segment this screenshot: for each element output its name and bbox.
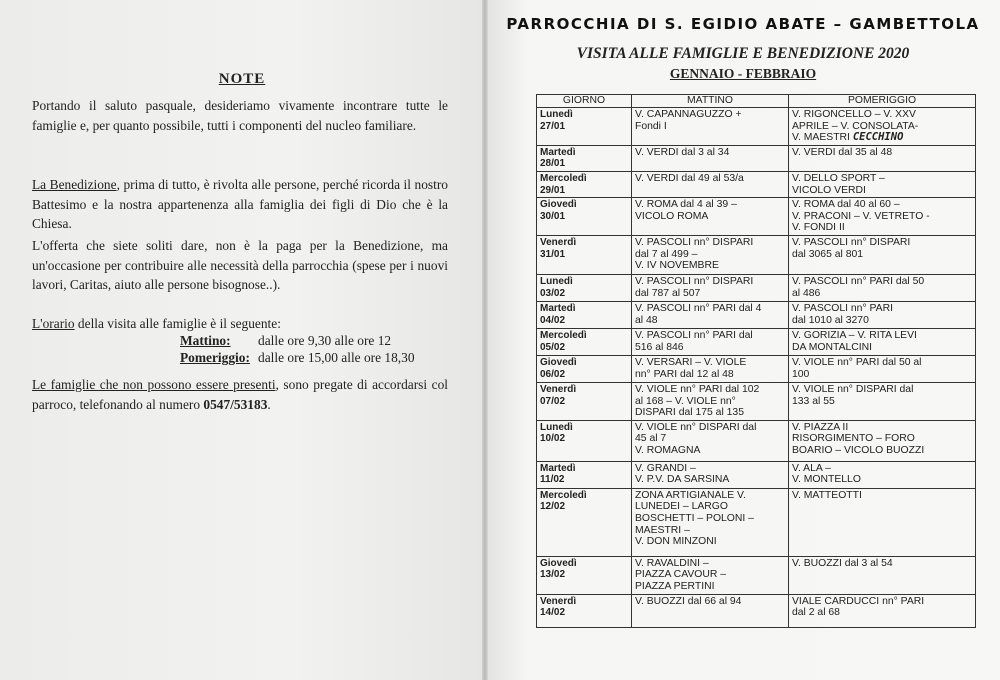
morning-cell: V. PASCOLI nn° PARI dal 4 al 48 [632, 301, 789, 328]
table-row [537, 420, 976, 461]
day-cell: Lunedì 10/02 [537, 420, 632, 461]
morning-cell: V. ROMA dal 4 al 39 – VICOLO ROMA [632, 198, 789, 236]
morning-cell: V. PASCOLI nn° PARI dal 516 al 846 [632, 328, 789, 355]
page-title: VISITA ALLE FAMIGLIE E BENEDIZIONE 2020 [576, 45, 910, 62]
morning-cell: V. VERDI dal 3 al 34 [632, 145, 789, 171]
afternoon-cell: V. MATTEOTTI [789, 488, 976, 556]
afternoon-cell: V. GORIZIA – V. RITA LEVI DA MONTALCINI [789, 328, 976, 355]
table-row [537, 594, 976, 627]
afternoon-cell: V. BUOZZI dal 3 al 54 [789, 556, 976, 594]
morning-cell: V. PASCOLI nn° DISPARI dal 787 al 507 [632, 274, 789, 301]
morning-cell: ZONA ARTIGIANALE V. LUNEDEI – LARGO BOSCHETTI – POLONI – MAESTRI – V. DON MINZONI [632, 488, 789, 556]
afternoon-cell: V. PASCOLI nn° PARI dal 50 al 486 [789, 274, 976, 301]
table-row [537, 461, 976, 488]
schedule-afternoon: Pomeriggio: dalle ore 15,00 alle ore 18,30 [180, 350, 415, 365]
column-header-afternoon: POMERIGGIO [789, 95, 976, 108]
day-cell: Martedì 04/02 [537, 301, 632, 328]
day-cell: Venerdì 14/02 [537, 594, 632, 627]
schedule-morning: Mattino: dalle ore 9,30 alle ore 12 [180, 333, 392, 348]
day-cell: Lunedì 27/01 [537, 108, 632, 146]
notes-paragraph-contact: Le famiglie che non possono essere presenti, sono pregate di accordarsi col parroco, telefonando al numero 0547/53183. [32, 377, 448, 412]
table-row [537, 274, 976, 301]
morning-cell: V. CAPANNAGUZZO + Fondi I [632, 108, 789, 146]
day-cell: Martedì 28/01 [537, 145, 632, 171]
day-cell: Mercoledì 05/02 [537, 328, 632, 355]
notes-paragraph-schedule: L'orario della visita alle famiglie è il seguente: [32, 316, 281, 331]
months-subtitle: GENNAIO - FEBBRAIO [669, 66, 817, 81]
morning-cell: V. PASCOLI nn° DISPARI dal 7 al 499 – V. IV NOVEMBRE [632, 235, 789, 274]
morning-cell: V. VERSARI – V. VIOLE nn° PARI dal 12 al 48 [632, 355, 789, 382]
morning-cell: V. VIOLE nn° DISPARI dal 45 al 7 V. ROMAGNA [632, 420, 789, 461]
afternoon-cell: V. VIOLE nn° PARI dal 50 al 100 [789, 355, 976, 382]
day-cell: Venerdì 31/01 [537, 235, 632, 274]
page-fold [482, 0, 488, 680]
afternoon-cell: VIALE CARDUCCI nn° PARI dal 2 al 68 [789, 594, 976, 627]
table-row [537, 145, 976, 171]
table-row [537, 556, 976, 594]
parish-header: PARROCCHIA DI S. EGIDIO ABATE – GAMBETTOLA [506, 15, 980, 33]
morning-cell: V. RAVALDINI – PIAZZA CAVOUR – PIAZZA PERTINI [632, 556, 789, 594]
table-row [537, 108, 976, 146]
morning-cell: V. GRANDI – V. P.V. DA SARSINA [632, 461, 789, 488]
afternoon-cell: V. PASCOLI nn° DISPARI dal 3065 al 801 [789, 235, 976, 274]
handwritten-note: CECCHINO [852, 131, 904, 144]
phone-number: 0547/53183 [203, 396, 268, 412]
table-row [537, 328, 976, 355]
day-cell: Mercoledì 29/01 [537, 171, 632, 197]
table-header-row [537, 95, 976, 108]
day-cell: Lunedì 03/02 [537, 274, 632, 301]
table-row [537, 171, 976, 197]
table-row [537, 198, 976, 236]
day-cell: Giovedì 13/02 [537, 556, 632, 594]
day-cell: Venerdì 07/02 [537, 382, 632, 420]
day-cell: Giovedì 30/01 [537, 198, 632, 236]
afternoon-cell: V. ROMA dal 40 al 60 – V. PRACONI – V. VETRETO - V. FONDI II [789, 198, 976, 236]
table-row [537, 301, 976, 328]
notes-title: NOTE [218, 71, 266, 87]
table-row [537, 382, 976, 420]
table-row [537, 355, 976, 382]
table-row [537, 488, 976, 556]
afternoon-cell: V. ALA – V. MONTELLO [789, 461, 976, 488]
afternoon-cell: V. PIAZZA II RISORGIMENTO – FORO BOARIO – VICOLO BUOZZI [789, 420, 976, 461]
notes-paragraph-offering: L'offerta che siete soliti dare, non è la paga per la Benedizione, ma un'occasione per contribuire alle necessità della parrocchia (spese per i nuovi lavori, Caritas, aiuto alle persone bisognose..). [32, 238, 448, 292]
afternoon-cell: V. PASCOLI nn° PARI dal 1010 al 3270 [789, 301, 976, 328]
day-cell: Giovedì 06/02 [537, 355, 632, 382]
morning-cell: V. BUOZZI dal 66 al 94 [632, 594, 789, 627]
morning-cell: V. VIOLE nn° PARI dal 102 al 168 – V. VIOLE nn° DISPARI dal 175 al 135 [632, 382, 789, 420]
afternoon-cell: V. VIOLE nn° DISPARI dal 133 al 55 [789, 382, 976, 420]
day-cell: Martedì 11/02 [537, 461, 632, 488]
day-cell: Mercoledì 12/02 [537, 488, 632, 556]
visit-schedule-table [536, 94, 976, 628]
notes-paragraph-blessing: La Benedizione, prima di tutto, è rivolta alle persone, perché ricorda il nostro Battesimo e la nostra appartenenza alla famiglia dei figli di Dio che è la Chiesa. [32, 177, 448, 231]
table-row [537, 235, 976, 274]
afternoon-cell: V. VERDI dal 35 al 48 [789, 145, 976, 171]
afternoon-cell: V. DELLO SPORT – VICOLO VERDI [789, 171, 976, 197]
afternoon-cell: V. RIGONCELLO – V. XXV APRILE – V. CONSOLATA- V. MAESTRI CECCHINO [789, 108, 976, 146]
column-header-day: GIORNO [537, 95, 632, 108]
morning-cell: V. VERDI dal 49 al 53/a [632, 171, 789, 197]
notes-paragraph-greeting: Portando il saluto pasquale, desideriamo vivamente incontrare tutte le famiglie e, per quanto possibile, tutti i componenti del nucleo familiare. [32, 98, 448, 133]
column-header-morning: MATTINO [632, 95, 789, 108]
